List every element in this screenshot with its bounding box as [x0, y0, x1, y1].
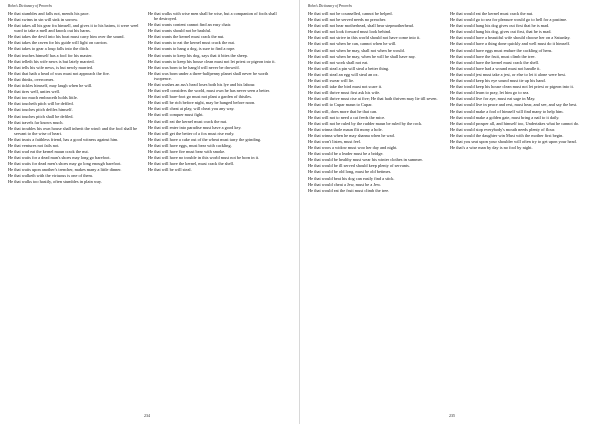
right-column-a — [308, 11, 440, 194]
proverb-entry: He that tells his wife news, is but newly married. — [8, 64, 94, 70]
proverb-entry: He that was born under a three-halfpenny planet shall never be worth twopence. — [148, 70, 269, 81]
proverb-entry: He that will bare-foot go must not plant a garden of thistles. — [148, 94, 252, 100]
proverb-entry: He that will not be counselled, cannot be helped. — [308, 11, 393, 16]
proverb-entry: He that will not work shall not eat. — [308, 59, 369, 65]
proverb-entry: He that stumbles and falls not, mends his pace. — [8, 11, 90, 16]
proverb-entry: He that would be a leader must be a bridge. — [308, 151, 384, 157]
proverb-entry: He that won't listen, must feel. — [308, 138, 362, 144]
proverb-entry: He that would stop everybody's mouth needs plenty of flour. — [450, 126, 556, 132]
proverb-entry: He that walks with wise men shall be wise, but a companion of fools shall be destroyed. — [148, 11, 277, 21]
proverb-entry: He that wants to keep his dog, says that it bites the sheep. — [148, 52, 248, 58]
proverb-entry: He that would learn to pray, let him go to sea. — [450, 90, 530, 96]
proverb-entry: He that would have eggs must endure the cackling of hens. — [450, 47, 553, 53]
proverb-entry: He that waits for a dead man's shoes may long go barefoot. — [8, 155, 111, 161]
proverb-entry: He that would live for aye, must eat sage in May. — [450, 96, 536, 102]
proverb-entry: He that will eat the kernel must crack the nut. — [148, 118, 228, 124]
proverb-entry: He that would have a thing done quickly and well must do it himself. — [450, 41, 571, 47]
left-running-head: Bohn's Dictionary of Proverbs — [8, 4, 52, 8]
proverb-entry: He that will get the better of a fox must rise early. — [148, 130, 235, 136]
proverb-entry: He that winna thole maun flit mony a hole. — [308, 126, 383, 132]
proverb-entry: He that will not be served needs no preacher. — [308, 17, 387, 23]
proverb-entry: He that troubles his own house shall inherit the wind: and the fool shall be servant to the wise of heart. — [8, 125, 138, 136]
proverb-entry: He that was born to be hang'd will never be drown'd. — [148, 64, 240, 70]
proverb-entry: He that would eat the fruit must climb the tree. — [308, 187, 390, 193]
proverb-entry: He that would be old long, must be old betimes. — [308, 169, 392, 175]
proverb-entry: He that would go to sea for pleasure would go to hell for a pastime. — [450, 17, 568, 23]
proverb-entry: He that travels far knows much. — [8, 119, 64, 125]
proverb-entry: He that wants to keep his house clean must not let priest or pigeon into it. — [148, 58, 276, 64]
proverb-entry: He that will cheat at play, will cheat you any way. — [148, 106, 235, 112]
proverb-entry: He that would have had a wound must not handle it. — [450, 65, 541, 71]
proverb-entry: He that will not to need a cat feeds the mice. — [308, 114, 386, 120]
proverb-entry: He that will have no trouble in this world must not be born in it. — [148, 155, 260, 161]
proverb-entry: He that takes the raven for his guide will light on carrion. — [8, 40, 108, 46]
left-column-a — [8, 11, 140, 186]
proverb-entry: He that would make a fool of himself will find many to help him. — [450, 108, 564, 114]
proverb-entry: He that will steal an egg will steal an ox. — [308, 71, 379, 77]
proverb-entry: He that will not look forward must look behind. — [308, 29, 392, 35]
proverb-entry: He that would have the fruit, must climb the tree. — [450, 53, 536, 59]
proverb-entry: He that will have the kernel, must crack the shell. — [148, 161, 235, 167]
proverb-entry: He that will have a cake out of the wheat must tarry the grinding. — [148, 136, 262, 142]
proverb-entry: He that touches pitch shall be defiled. — [8, 113, 74, 119]
right-column-b — [450, 11, 582, 151]
proverb-entry: He that waits upon another's trencher, makes many a little dinner. — [8, 167, 122, 173]
proverb-entry: He that that hath a head of wax must not approach the fire. — [8, 70, 110, 76]
proverb-entry: He that's a wise man by day is no fool by night. — [450, 145, 533, 151]
proverb-entry: He that trusts a faithless friend, has a good witness against him. — [8, 136, 119, 142]
proverb-entry: He that would eat the kernel must crack the nut. — [450, 11, 534, 16]
proverb-entry: He that wants the kernel must crack the nut. — [148, 34, 225, 40]
proverb-entry: He that would be ill served should keep plenty of servants. — [308, 163, 410, 169]
proverb-entry: He that would keep his house clean must not let priest or pigeon into it. — [450, 84, 574, 90]
proverb-entry: He that will be will steal. — [148, 167, 192, 173]
proverb-entry: He that tires well, unties well. — [8, 89, 60, 95]
proverb-entry: He that would prosper all, and himself too, Undertakes what he cannot do. — [450, 120, 580, 126]
proverb-entry: He that will not hear motherhead, shall hear stepmotherhead. — [308, 23, 414, 29]
proverb-entry: He that washes an ass's head loses both his lye and his labour. — [148, 81, 256, 87]
proverb-entry: He that walks too hastily, often stumbles in plain way. — [8, 179, 102, 185]
proverb-entry: He that thinks, overcomes. — [8, 76, 55, 82]
proverb-entry: He that tickles himself, may laugh when he will. — [8, 83, 93, 89]
proverb-entry: He that will not be ruled by the rudder maun be ruled by the rock. — [308, 120, 423, 126]
right-page — [300, 0, 600, 424]
proverb-entry: He that would hang his dog, gives out first, that he is mad. — [450, 29, 552, 35]
proverb-entry: He that would be healthy must wear his winter clothes in summer. — [308, 157, 423, 163]
proverb-entry: He that will steal a pin will steal a better thing. — [308, 65, 390, 71]
proverb-entry: He that winna when he may shanna when he wad. — [308, 132, 395, 138]
proverb-entry: He that will not strive in this world should not have come into it. — [308, 35, 421, 41]
proverb-entry: He that will to Cupar maun to Cupar. — [308, 102, 373, 108]
proverb-entry: He that will thrive must first ask his wife. — [308, 90, 381, 96]
proverb-entry: He that well considers the world, must own he has never seen a better. — [148, 88, 270, 94]
right-page-number: 235 — [449, 413, 455, 418]
proverb-entry: He that will, does more that he that can. — [308, 108, 378, 114]
proverb-entry: He that wants content cannot find an easy chair. — [148, 22, 232, 28]
proverb-entry: He that would live in peace and rest, must hear, and see, and say the best. — [450, 102, 578, 108]
proverb-entry: He that wants to eat the kernel must crack the nut. — [148, 40, 235, 46]
proverb-entry: He that takes to gear a loup falls into the ditch. — [8, 46, 90, 52]
proverb-entry: He that toucheth pitch will be defiled. — [8, 101, 74, 107]
proverb-entry: He that will swear will lie. — [308, 78, 355, 84]
proverb-entry: He that would hang his dog gives out first that he is mad. — [450, 23, 550, 29]
proverb-entry: He that will not when he can, cannot when he will. — [308, 41, 397, 47]
proverb-entry: He that wants should not be bashful. — [148, 28, 212, 34]
proverb-entry: He that will thrive must rise at five; He that hath thriven may lie till seven. — [308, 96, 438, 102]
proverb-entry: He that will not when he may, when he will he shall have nay. — [308, 53, 416, 59]
proverb-entry: He that would make a golden gate, must bring a nail to it daily. — [450, 114, 560, 120]
left-column-b — [148, 11, 280, 173]
proverb-entry: He that would beat his dog can easily find a stick. — [308, 175, 395, 181]
proverb-entry: He that would keep his eye sound must tie up his hand. — [450, 78, 546, 84]
proverb-entry: He that will be rich before night, may be hanged before noon. — [148, 100, 256, 106]
proverb-entry: He that touches pitch defiles himself. — [8, 107, 73, 113]
proverb-entry: He that would cheat a Jew, must be a Jew. — [308, 181, 381, 187]
proverb-entry: He that waits for dead men's shoes may go long enough barefoot. — [8, 161, 122, 167]
proverb-entry: He that swims in sin will sink in sorrow. — [8, 17, 79, 23]
proverb-entry: He that walketh with the virtuous is one of them. — [8, 173, 93, 179]
proverb-entry: He that would jest must take a jest, or else to let it alone were best. — [450, 71, 566, 77]
proverb-entry: He that wad eat the kernel maun crack the nut. — [8, 148, 89, 154]
left-page-number: 234 — [144, 413, 150, 418]
proverb-entry: He that will not when he may, shall not when he would. — [308, 47, 405, 53]
proverb-entry: He that takes the devil into his boat must carry him over the sound. — [8, 34, 125, 40]
proverb-entry: He that would the daughter win Must with the mother first begin. — [450, 132, 564, 138]
proverb-entry: He that will enter into paradise must have a good key. — [148, 124, 242, 130]
proverb-entry: He that will have eggs, must bear with cackling. — [148, 142, 232, 148]
proverb-entry: He that wants to hang a dog, is sure to find a rope. — [148, 46, 236, 52]
proverb-entry: He that telleth his wife news is but lately married. — [8, 58, 95, 64]
proverb-entry: He that would have a beautiful wife should choose her on a Saturday. — [450, 35, 571, 41]
proverb-entry: He that takes all his gear fra himsell, and gives it to his bairns, it were weel ward to take a mell and knock out his harns. — [8, 23, 139, 34]
proverb-entry: He that ventures not fails not. — [8, 142, 60, 148]
right-running-head: Bohn's Dictionary of Proverbs — [308, 4, 352, 8]
proverb-entry: He that too much embraceth holds little. — [8, 95, 78, 101]
proverb-entry: He that you seat upon your shoulder will often try to get upon your head. — [450, 138, 577, 144]
proverb-entry: He that will take the bird must not scare it. — [308, 84, 383, 90]
proverb-entry: He that teaches himself has a fool for his master. — [8, 52, 93, 58]
proverb-entry: He that woos a widow must woo her day and night. — [308, 145, 398, 151]
proverb-entry: He that would have the kernel must crack the shell. — [450, 59, 540, 65]
proverb-entry: He that will conquer must fight. — [148, 112, 204, 118]
proverb-entry: He that will have fire must bear with smoke. — [148, 148, 226, 154]
